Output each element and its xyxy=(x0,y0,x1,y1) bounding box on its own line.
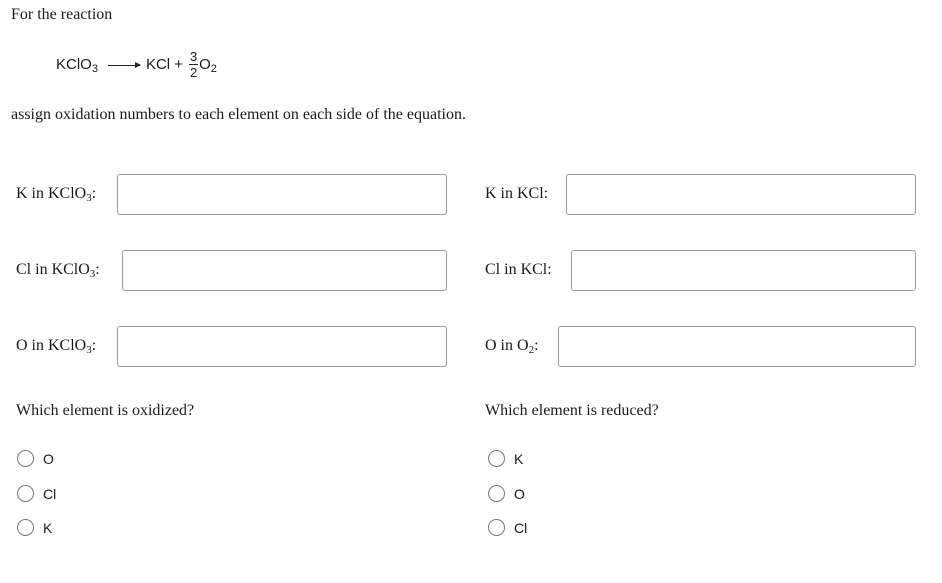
reduced-option-cl[interactable]: Cl xyxy=(488,519,527,536)
radio-icon[interactable] xyxy=(488,485,505,502)
product-kcl: KCl + xyxy=(145,55,184,73)
cl-reactant-label: Cl in KClO$_3$: xyxy=(16,261,100,280)
radio-icon[interactable] xyxy=(488,519,505,536)
radio-icon[interactable] xyxy=(17,450,34,467)
k-reactant-input[interactable] xyxy=(117,174,447,215)
cl-product-label: Cl in KCl: xyxy=(485,261,552,278)
fraction: $\frac{3}{2}$ xyxy=(189,48,198,80)
intro-text: For the reaction xyxy=(11,6,113,23)
reduced-question: Which element is reduced? xyxy=(485,402,659,419)
reaction-arrow-icon xyxy=(108,65,140,66)
radio-icon[interactable] xyxy=(488,450,505,467)
k-product-input[interactable] xyxy=(566,174,916,215)
chemical-equation xyxy=(56,44,217,84)
oxidized-option-k[interactable]: K xyxy=(17,519,52,536)
cl-reactant-input[interactable] xyxy=(122,250,447,291)
product-o2: $O_2$ xyxy=(199,55,217,75)
radio-icon[interactable] xyxy=(17,485,34,502)
cl-product-input[interactable] xyxy=(571,250,916,291)
reduced-option-o[interactable]: O xyxy=(488,485,525,502)
instruction-text: assign oxidation numbers to each element on each side of the equation. xyxy=(11,106,466,123)
oxidized-question: Which element is oxidized? xyxy=(16,402,195,419)
o-reactant-input[interactable] xyxy=(117,326,447,367)
oxidized-option-o[interactable]: O xyxy=(17,450,54,467)
reduced-option-k[interactable]: K xyxy=(488,450,523,467)
k-reactant-label: K in KClO$_3$: xyxy=(16,185,97,204)
o-product-label: O in $O_2$: xyxy=(485,337,539,356)
oxidized-option-cl[interactable]: Cl xyxy=(17,485,56,502)
reactant: KClO$_3$ xyxy=(56,55,98,75)
o-product-input[interactable] xyxy=(558,326,916,367)
o-reactant-label: O in KClO$_3$: xyxy=(16,337,97,356)
radio-icon[interactable] xyxy=(17,519,34,536)
k-product-label: K in KCl: xyxy=(485,185,549,202)
